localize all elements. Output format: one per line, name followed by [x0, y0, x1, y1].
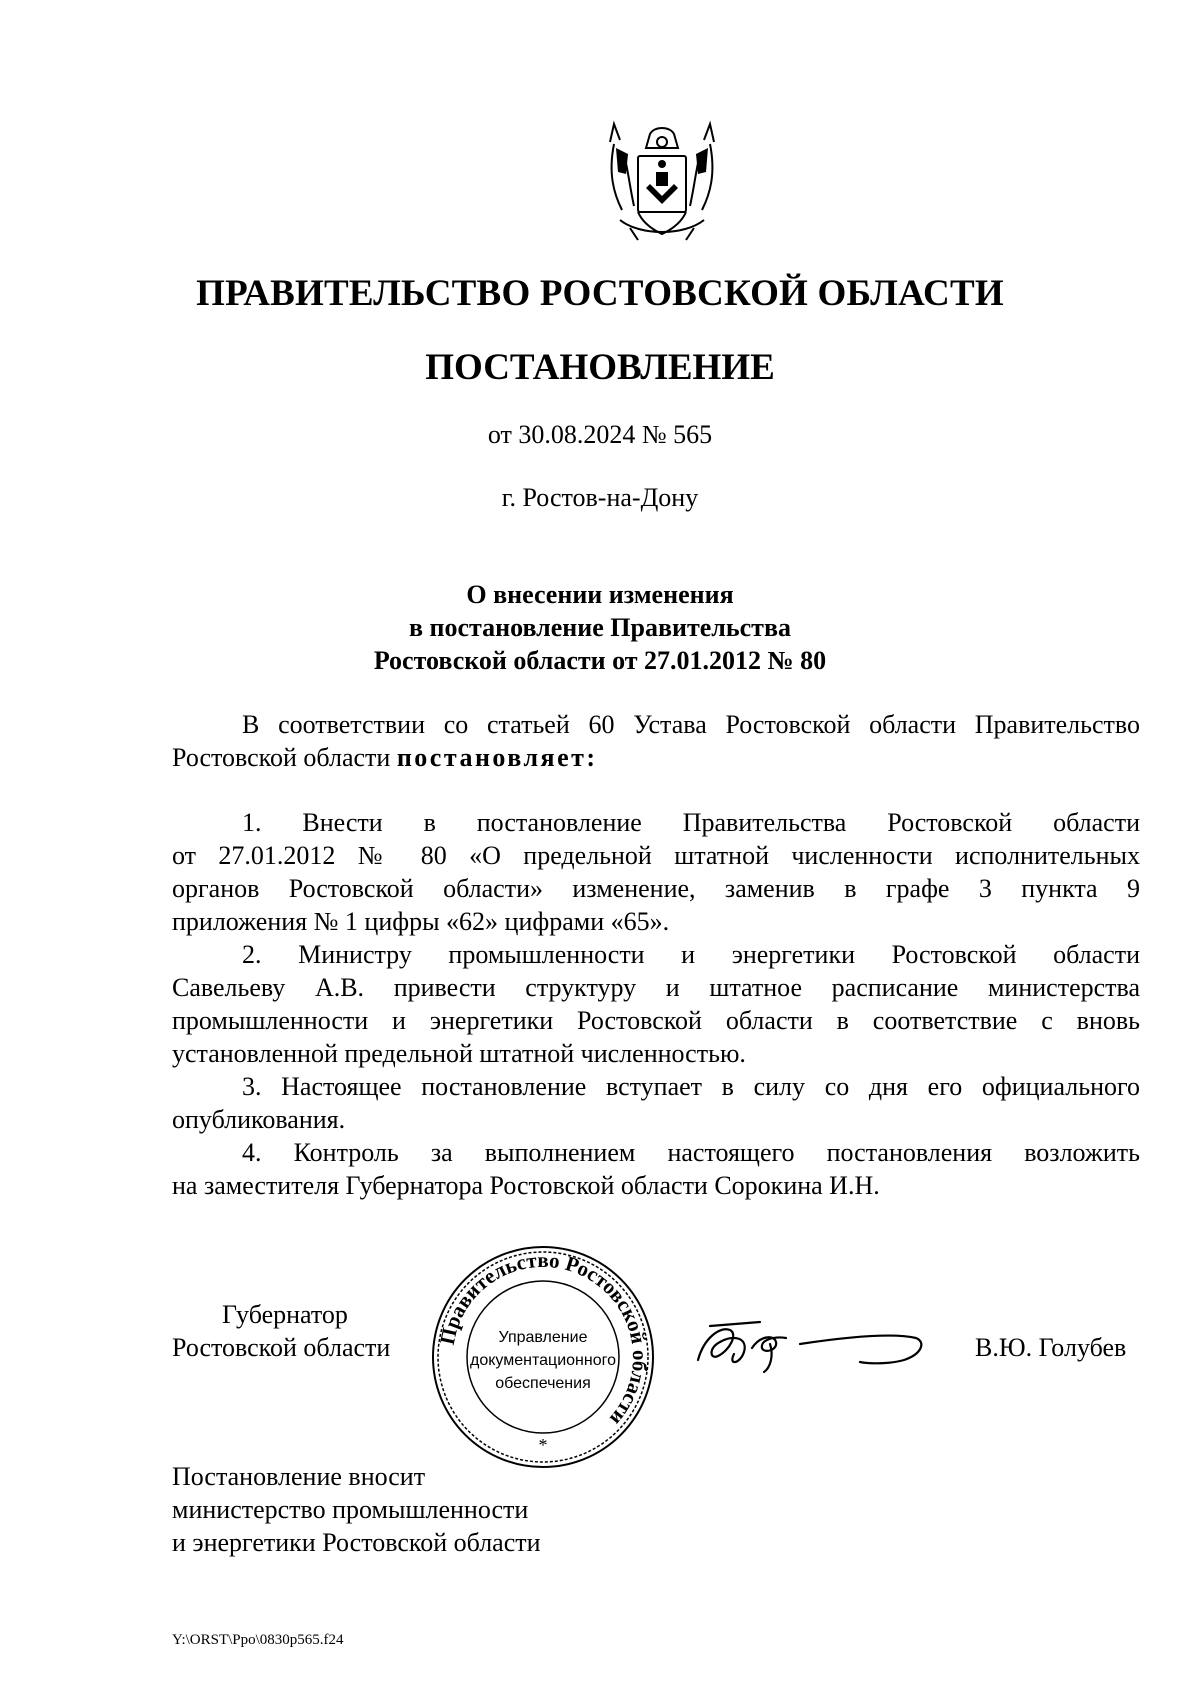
- subject-line: О внесении изменения: [466, 580, 734, 609]
- submitter-line: министерство промышленности: [172, 1495, 529, 1524]
- official-seal-stamp: [430, 1244, 656, 1470]
- signatory-position: Ростовской области: [172, 1333, 391, 1362]
- organization-title: ПРАВИТЕЛЬСТВО РОСТОВСКОЙ ОБЛАСТИ: [196, 273, 1004, 314]
- document-date-number: от 30.08.2024 № 565: [487, 420, 713, 449]
- document-type: ПОСТАНОВЛЕНИЕ: [425, 347, 775, 388]
- signatory-name: В.Ю. Голубев: [975, 1333, 1127, 1362]
- submitter-line: и энергетики Ростовской области: [172, 1528, 541, 1557]
- handwritten-signature: [690, 1308, 930, 1378]
- seal-outer-text-path: Правительство Ростовской области: [434, 1247, 653, 1431]
- paragraph-1-line: от 27.01.2012 № 80 «О предельной штатной численности исполнительных: [172, 841, 1140, 870]
- document-subject: [0, 578, 1200, 677]
- coat-of-arms-emblem: [600, 114, 724, 244]
- file-path-footer: Y:\ORST\Ppo\0830p565.f24: [172, 1632, 344, 1648]
- document-city: г. Ростов-на-Дону: [501, 483, 699, 512]
- preamble-line: [172, 741, 598, 774]
- paragraph-2-line: промышленности и энергетики Ростовской области в соответствие с вновь: [172, 1006, 1140, 1035]
- paragraph-2-line: 2. Министру промышленности и энергетики Ростовской области: [242, 940, 1140, 969]
- paragraph-3-line: 3. Настоящее постановление вступает в силу со дня его официального: [242, 1072, 1140, 1101]
- seal-inner-line: документационного: [470, 1352, 616, 1369]
- paragraph-4-line: на заместителя Губернатора Ростовской области Сорокина И.Н.: [172, 1171, 880, 1200]
- paragraph-1-line: приложения № 1 цифры «62» цифрами «65».: [172, 907, 670, 936]
- paragraph-2-line: установленной предельной штатной численностью.: [172, 1039, 746, 1068]
- seal-inner-line: Управление: [498, 1329, 588, 1346]
- signatory-position: Губернатор: [222, 1300, 348, 1329]
- paragraph-2-line: Савельеву А.В. привести структуру и штатное расписание министерства: [172, 973, 1140, 1002]
- preamble-emphasis: постановляет:: [396, 743, 598, 772]
- seal-inner-line: обеспечения: [495, 1375, 591, 1392]
- paragraph-1-line: органов Ростовской области» изменение, заменив в графе 3 пункта 9: [172, 874, 1140, 903]
- seal-star-mark: *: [538, 1435, 548, 1455]
- subject-line: в постановление Правительства: [408, 613, 791, 642]
- paragraph-1-line: 1. Внести в постановление Правительства Ростовской области: [242, 808, 1140, 837]
- subject-line: Ростовской области от 27.01.2012 № 80: [373, 646, 827, 675]
- preamble-line: В соответствии со статьей 60 Устава Ростовской области Правительство: [242, 710, 1140, 739]
- paragraph-4-line: 4. Контроль за выполнением настоящего постановления возложить: [242, 1138, 1140, 1167]
- preamble-text: Ростовской области: [172, 743, 397, 772]
- paragraph-3-line: опубликования.: [172, 1105, 346, 1134]
- submitter-line: Постановление вносит: [172, 1462, 426, 1491]
